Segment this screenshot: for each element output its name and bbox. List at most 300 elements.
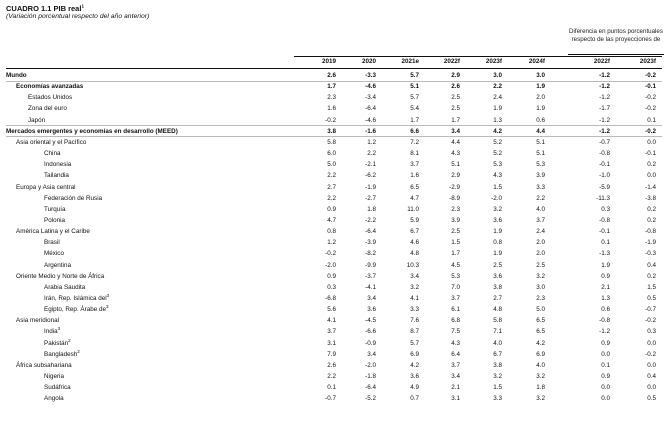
table-cell: 3.6 [367, 306, 376, 314]
table-cell: 0.0 [601, 395, 610, 403]
table-row [6, 248, 662, 259]
table-cell: 5.2 [493, 138, 502, 146]
table-cell: 0.6 [601, 306, 610, 314]
table-cell: -0.2 [645, 127, 656, 135]
table-cell: 2.9 [451, 72, 460, 79]
table-cell: -1.6 [365, 127, 376, 135]
row-label [16, 315, 59, 326]
table-row [6, 126, 662, 137]
table-cell: 3.8 [493, 283, 502, 291]
row-label [44, 371, 64, 382]
table-cell: 2.2 [367, 150, 376, 158]
table-cell: 3.1 [451, 395, 460, 403]
table-cell: -3.9 [365, 239, 376, 247]
table-cell: -1.0 [599, 172, 610, 180]
row-label [16, 182, 76, 193]
table-cell: -6.6 [365, 328, 376, 336]
table-cell: -0.3 [645, 250, 656, 258]
table-cell: 3.9 [536, 172, 545, 180]
row-label-text: Mundo [6, 72, 27, 79]
table-cell: -4.5 [365, 317, 376, 325]
table-cell: 0.9 [601, 272, 610, 280]
table-cell: 0.0 [647, 339, 656, 347]
table-row [6, 282, 662, 293]
table-cell: 3.7 [451, 361, 460, 369]
table-cell: 3.2 [410, 283, 419, 291]
table-row [6, 215, 662, 226]
table-cell: -0.8 [645, 228, 656, 236]
table-cell: 3.7 [410, 161, 419, 169]
table-cell: 0.1 [647, 116, 656, 124]
table-cell: 5.1 [536, 138, 545, 146]
table-cell: 3.6 [493, 272, 502, 280]
table-cell: 2.3 [327, 94, 336, 102]
row-label [44, 304, 108, 315]
row-label-text: Brasil [44, 239, 60, 247]
row-label-text: América Latina y el Caribe [16, 228, 90, 236]
row-label [44, 148, 60, 159]
table-cell: -2.7 [365, 194, 376, 202]
table-cell: 5.2 [493, 150, 502, 158]
table-cell: 6.4 [451, 350, 460, 358]
table-cell: 4.1 [327, 317, 336, 325]
table-cell: 1.8 [536, 384, 545, 392]
table-cell: -0.2 [645, 72, 656, 79]
row-label [44, 282, 85, 293]
table-cell: 3.8 [493, 361, 502, 369]
table-cell: -0.7 [599, 138, 610, 146]
table-cell: 5.9 [410, 216, 419, 224]
table-row [6, 148, 662, 159]
table-cell: 0.2 [647, 205, 656, 213]
table-cell: 2.2 [327, 172, 336, 180]
table-cell: 4.5 [451, 261, 460, 269]
table-cell: 1.9 [536, 105, 545, 113]
table-row [6, 170, 662, 181]
table-cell: 6.5 [536, 328, 545, 336]
table-cell: 4.0 [536, 205, 545, 213]
table-cell: -6.4 [365, 228, 376, 236]
table-cell: 3.1 [327, 339, 336, 347]
table-cell: 7.1 [493, 328, 502, 336]
table-cell: 10.3 [406, 261, 419, 269]
table-cell: 2.9 [451, 172, 460, 180]
table-cell: 0.3 [601, 205, 610, 213]
table-cell: 5.1 [536, 150, 545, 158]
title-footnote-marker: 1 [81, 3, 84, 9]
header-bottom-rule [6, 68, 662, 69]
table-cell: 1.9 [536, 83, 545, 91]
table-cell: 3.7 [451, 295, 460, 302]
table-cell: -1.3 [599, 250, 610, 258]
table-cell: 2.2 [327, 373, 336, 381]
table-cell: -0.1 [599, 228, 610, 236]
table-row [6, 137, 662, 148]
table-cell: -0.2 [645, 94, 656, 102]
row-label-text: Bangladesh [44, 350, 78, 358]
table-cell: 6.7 [493, 350, 502, 358]
row-label-text: India [44, 328, 58, 336]
diff-header-rule [568, 54, 664, 55]
row-label-text: Indonesia [44, 161, 72, 169]
row-label-text: China [44, 150, 61, 158]
table-cell: 6.5 [410, 183, 419, 191]
row-label [44, 382, 71, 393]
table-cell: -1.2 [599, 94, 610, 102]
table-cell: 6.7 [410, 228, 419, 236]
table-row [6, 315, 662, 326]
table-cell: 6.0 [327, 150, 336, 158]
table-cell: 3.8 [327, 127, 336, 135]
table-cell: 2.5 [451, 105, 460, 113]
table-cell: -2.0 [365, 361, 376, 369]
table-row [6, 382, 662, 393]
table-cell: -0.1 [645, 83, 656, 91]
table-cell: 3.4 [410, 272, 419, 280]
table-cell: 1.7 [410, 116, 419, 124]
table-title: CUADRO 1.1 PIB real$^1$ [6, 3, 84, 13]
table-cell: 0.9 [601, 339, 610, 347]
table-cell: -6.4 [365, 384, 376, 392]
table-cell: 0.9 [327, 205, 336, 213]
table-cell: -1.4 [645, 183, 656, 191]
table-cell: -1.2 [599, 72, 610, 79]
column-header: 2022f [593, 58, 610, 65]
footnote-marker: 3 [105, 304, 109, 310]
table-cell: 3.2 [536, 272, 545, 280]
table-row [6, 115, 662, 126]
table-cell: 2.1 [451, 384, 460, 392]
row-label-text: Estados Unidos [28, 94, 73, 102]
table-cell: -4.6 [365, 116, 376, 124]
table-cell: -0.8 [599, 317, 610, 325]
table-cell: 5.6 [327, 306, 336, 314]
table-cell: 2.2 [536, 194, 545, 202]
table-cell: -9.9 [365, 261, 376, 269]
table-cell: 3.2 [493, 205, 502, 213]
table-cell: 3.7 [327, 328, 336, 336]
table-cell: 3.2 [493, 373, 502, 381]
table-cell: 0.1 [327, 384, 336, 392]
table-cell: 2.6 [327, 72, 336, 79]
table-cell: 1.5 [647, 283, 656, 291]
table-row [6, 70, 662, 81]
table-cell: 2.1 [601, 283, 610, 291]
row-label-text: África subsahariana [16, 361, 72, 369]
table-cell: -2.9 [449, 183, 460, 191]
table-row [6, 159, 662, 170]
table-cell: 6.9 [410, 350, 419, 358]
table-cell: 0.0 [647, 138, 656, 146]
table-cell: 0.3 [327, 283, 336, 291]
row-label [44, 204, 65, 215]
table-cell: 5.0 [536, 306, 545, 314]
table-cell: 2.5 [536, 261, 545, 269]
table-cell: 1.9 [493, 228, 502, 236]
table-row [6, 226, 662, 237]
table-cell: 0.1 [601, 361, 610, 369]
table-cell: 0.4 [647, 373, 656, 381]
table-cell: 7.2 [410, 138, 419, 146]
table-cell: 4.2 [536, 339, 545, 347]
row-label-text: México [44, 250, 64, 258]
table-cell: 0.0 [601, 384, 610, 392]
table-row [6, 360, 662, 371]
table-cell: 4.6 [410, 239, 419, 247]
table-cell: 1.6 [327, 105, 336, 113]
table-cell: 0.6 [536, 116, 545, 124]
table-cell: 0.0 [647, 361, 656, 369]
table-row [6, 193, 662, 204]
table-cell: 1.6 [410, 172, 419, 180]
table-cell: 5.4 [410, 105, 419, 113]
table-cell: -1.8 [365, 373, 376, 381]
table-cell: 2.3 [451, 205, 460, 213]
row-label [16, 271, 104, 282]
row-label-text: Arabia Saudita [44, 283, 86, 291]
row-label [28, 103, 67, 114]
table-cell: 2.6 [327, 361, 336, 369]
row-label [44, 338, 71, 349]
table-cell: 0.3 [647, 328, 656, 336]
table-cell: -0.8 [599, 150, 610, 158]
row-label [44, 293, 109, 304]
table-cell: 3.6 [410, 373, 419, 381]
table-cell: -8.9 [449, 194, 460, 202]
table-cell: 1.2 [327, 239, 336, 247]
table-cell: 5.3 [493, 161, 502, 169]
table-cell: 8.1 [410, 150, 419, 158]
row-label [6, 126, 178, 137]
table-cell: 4.2 [493, 127, 502, 135]
table-row [6, 304, 662, 315]
row-label [44, 349, 80, 360]
table-cell: -5.9 [599, 183, 610, 191]
column-header: 2019 [321, 58, 336, 65]
table-cell: 0.8 [327, 228, 336, 236]
row-label-text: Oriente Medio y Norte de África [16, 272, 105, 280]
table-cell: 4.9 [410, 384, 419, 392]
table-cell: 4.3 [493, 172, 502, 180]
table-cell: 0.9 [601, 373, 610, 381]
table-cell: -0.8 [599, 216, 610, 224]
table-cell: 3.6 [493, 216, 502, 224]
row-label-text: Polonia [44, 216, 66, 224]
table-cell: -0.1 [599, 161, 610, 169]
table-cell: 2.5 [451, 228, 460, 236]
row-label [44, 215, 65, 226]
table-cell: 5.3 [451, 272, 460, 280]
table-cell: -11.3 [596, 194, 610, 202]
row-label-text: Europa y Asia central [16, 183, 76, 191]
table-cell: 4.1 [410, 295, 419, 302]
table-cell: 3.3 [493, 395, 502, 403]
table-cell: 0.8 [493, 239, 502, 247]
row-label [44, 159, 71, 170]
row-label [28, 115, 45, 126]
table-cell: 5.7 [410, 339, 419, 347]
table-cell: 4.4 [536, 127, 545, 135]
table-cell: -8.2 [365, 250, 376, 258]
table-cell: 1.5 [493, 183, 502, 191]
row-label-text: Economías avanzadas [16, 83, 84, 91]
row-label [44, 260, 71, 271]
table-cell: 4.8 [493, 306, 502, 314]
table-cell: -0.2 [325, 116, 336, 124]
row-label-text: Pakistán [44, 339, 69, 347]
table-row [6, 393, 662, 404]
row-label [44, 248, 64, 259]
row-label-text: Tailandia [44, 172, 69, 180]
header-top-rule [294, 56, 662, 57]
row-label [44, 393, 64, 404]
table-cell: -3.7 [365, 272, 376, 280]
table-row [6, 371, 662, 382]
table-cell: 5.3 [536, 161, 545, 169]
footnote-marker: 3 [57, 326, 61, 332]
table-cell: 3.0 [493, 72, 502, 79]
row-label [28, 92, 72, 103]
table-cell: 7.6 [410, 317, 419, 325]
table-cell: -6.2 [365, 172, 376, 180]
table-cell: 5.0 [327, 161, 336, 169]
table-cell: 4.3 [451, 150, 460, 158]
table-cell: 5.8 [493, 317, 502, 325]
table-cell: 0.2 [647, 216, 656, 224]
table-cell: 3.0 [536, 283, 545, 291]
table-cell: -3.8 [645, 194, 656, 202]
table-cell: 3.4 [367, 295, 376, 302]
row-label-text: Egipto, Rep. Árabe de [44, 306, 106, 314]
table-cell: 0.9 [327, 272, 336, 280]
table-cell: -1.2 [599, 127, 610, 135]
table-cell: -4.6 [365, 83, 376, 91]
row-label-text: Irán, Rep. Islámica del [44, 295, 107, 302]
table-cell: 0.2 [647, 272, 656, 280]
table-cell: -0.2 [645, 105, 656, 113]
row-label-text: Japón [28, 116, 46, 124]
table-cell: -1.2 [599, 116, 610, 124]
row-label [6, 70, 27, 81]
table-cell: -3.4 [365, 94, 376, 102]
table-cell: 3.0 [536, 72, 545, 79]
table-cell: 1.2 [367, 138, 376, 146]
table-cell: 4.4 [451, 138, 460, 146]
row-label [16, 81, 83, 92]
table-cell: 3.9 [451, 216, 460, 224]
table-cell: -4.1 [365, 283, 376, 291]
table-cell: -2.0 [325, 261, 336, 269]
table-cell: 3.7 [536, 216, 545, 224]
table-cell: 2.0 [536, 94, 545, 102]
table-cell: -1.7 [599, 105, 610, 113]
table-cell: -5.2 [365, 395, 376, 403]
row-label-text: Angola [44, 395, 64, 403]
table-cell: 2.5 [451, 94, 460, 102]
table-cell: 6.8 [451, 317, 460, 325]
table-cell: 8.7 [410, 328, 419, 336]
table-cell: 1.8 [367, 205, 376, 213]
row-label [16, 137, 86, 148]
table-row [6, 237, 662, 248]
row-label-text: Mercados emergentes y economías en desarrollo (MEED) [6, 127, 178, 135]
row-label-text: Sudáfrica [44, 384, 71, 392]
table-cell: 1.9 [601, 261, 610, 269]
table-cell: 2.4 [493, 94, 502, 102]
table-row [6, 204, 662, 215]
table-cell: -0.9 [365, 339, 376, 347]
column-header: 2021e [401, 58, 419, 65]
table-cell: 1.7 [327, 83, 336, 91]
column-header: 2024f [528, 58, 545, 65]
table-cell: 3.2 [536, 373, 545, 381]
table-cell: 3.4 [451, 127, 460, 135]
table-cell: -6.8 [325, 295, 336, 302]
table-cell: 1.3 [601, 295, 610, 302]
table-cell: -0.7 [645, 306, 656, 314]
table-cell: 6.1 [451, 306, 460, 314]
table-cell: 3.3 [410, 306, 419, 314]
table-cell: 4.3 [451, 339, 460, 347]
table-cell: 1.9 [493, 250, 502, 258]
table-row [6, 271, 662, 282]
table-row [6, 293, 662, 304]
table-cell: 1.5 [493, 384, 502, 392]
table-cell: 3.3 [536, 183, 545, 191]
table-cell: 2.0 [536, 239, 545, 247]
table-row [6, 103, 662, 114]
table-cell: -1.2 [599, 83, 610, 91]
table-cell: 3.4 [367, 350, 376, 358]
table-cell: 0.5 [647, 295, 656, 302]
table-cell: 0.7 [410, 395, 419, 403]
column-header: 2022f [443, 58, 460, 65]
table-cell: 0.0 [647, 384, 656, 392]
footnote-marker: 2 [77, 348, 80, 354]
table-cell: 4.0 [536, 361, 545, 369]
table-cell: 4.8 [410, 250, 419, 258]
table-cell: 1.5 [451, 239, 460, 247]
row-label [16, 360, 72, 371]
table-cell: -3.3 [365, 72, 376, 79]
table-cell: -0.7 [325, 395, 336, 403]
column-header: 2020 [361, 58, 376, 65]
table-cell: 6.9 [536, 350, 545, 358]
table-cell: 2.7 [493, 295, 502, 302]
column-header: 2023f [639, 58, 656, 65]
footnote-marker: 3 [106, 292, 110, 298]
table-cell: 3.4 [451, 373, 460, 381]
table-cell: 2.2 [327, 194, 336, 202]
table-cell: 2.2 [493, 83, 502, 91]
table-cell: 3.2 [536, 395, 545, 403]
table-cell: 7.9 [327, 350, 336, 358]
row-label [44, 326, 60, 337]
table-row [6, 349, 662, 360]
table-cell: 11.0 [407, 205, 419, 213]
column-header: 2023f [485, 58, 502, 65]
table-row [6, 92, 662, 103]
table-cell: 5.7 [410, 94, 419, 102]
table-cell: 4.7 [327, 216, 336, 224]
table-cell: 6.6 [410, 127, 419, 135]
table-cell: 2.5 [493, 261, 502, 269]
row-label-text: Argentina [44, 261, 71, 269]
table-cell: 4.7 [410, 194, 419, 202]
table-cell: 7.0 [451, 283, 460, 291]
table-cell: 5.7 [410, 72, 419, 79]
table-cell: -0.2 [645, 317, 656, 325]
